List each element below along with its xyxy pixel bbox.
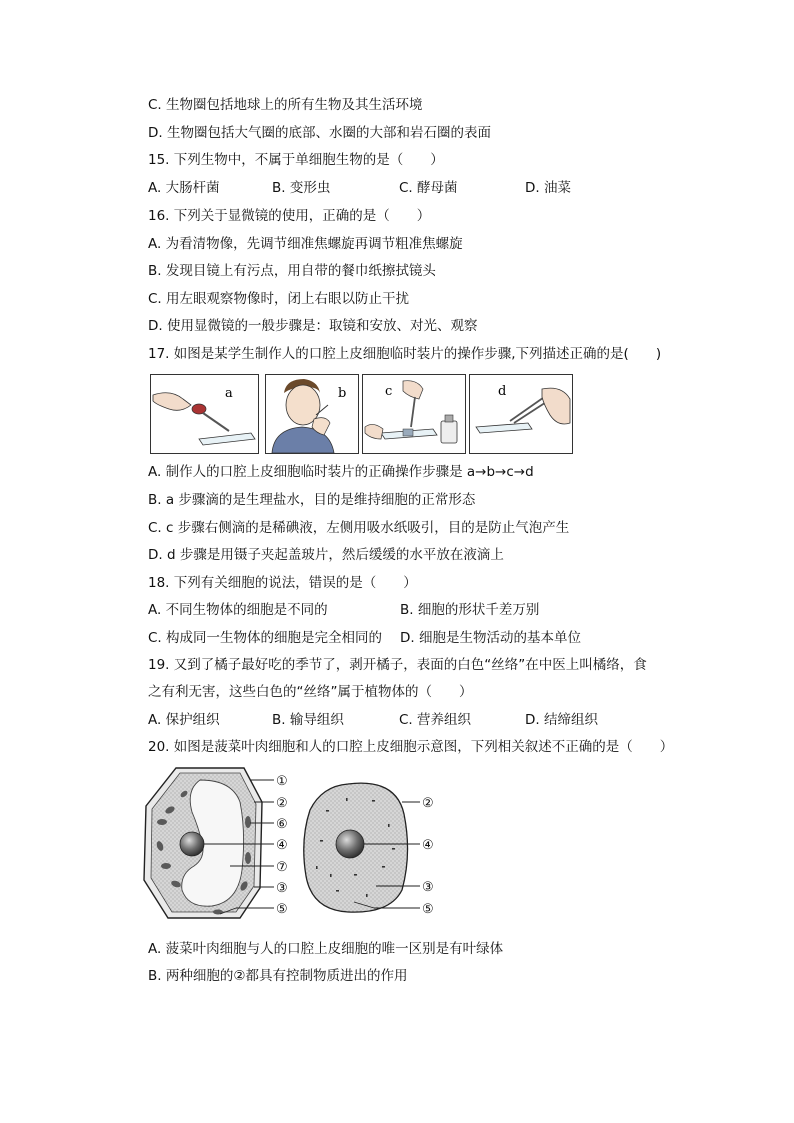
animal-cell xyxy=(304,783,408,912)
question-16-option-b: B. 发现目镜上有污点，用自带的餐巾纸擦拭镜头 xyxy=(148,263,436,279)
step-c-image xyxy=(362,374,466,454)
staining-slide-drawing xyxy=(363,375,465,453)
animal-label-2: ② xyxy=(422,796,434,811)
question-17-stem: 17. 如图是某学生制作人的口腔上皮细胞临时装片的操作步骤,下列描述正确的是( ) xyxy=(148,346,662,362)
question-19-stem-line1: 19. 又到了橘子最好吃的季节了，剥开橘子，表面的白色“丝络”在中医上叫橘络，食 xyxy=(148,657,647,673)
question-16-stem: 16. 下列关于显微镜的使用，正确的是（ ） xyxy=(148,208,431,224)
plant-label-7: ⑦ xyxy=(276,860,288,875)
question-16-option-c: C. 用左眼观察物像时，闭上右眼以防止干扰 xyxy=(148,291,410,307)
question-15-stem: 15. 下列生物中，不属于单细胞生物的是（ ） xyxy=(148,152,444,168)
option-a: A. 不同生物体的细胞是不同的 xyxy=(148,602,328,618)
question-20-option-b: B. 两种细胞的②都具有控制物质进出的作用 xyxy=(148,968,408,984)
animal-label-4: ④ xyxy=(422,838,434,853)
plant-label-3: ③ xyxy=(276,881,288,896)
step-d-image xyxy=(469,374,573,454)
question-17-option-d: D. d 步骤是用镊子夹起盖玻片，然后缓缓的水平放在液滴上 xyxy=(148,547,504,563)
plant-cell xyxy=(144,768,262,918)
option-d: D. 油菜 xyxy=(525,180,571,196)
plant-label-4: ④ xyxy=(276,838,288,853)
question-18-options-row2 xyxy=(148,629,668,647)
plant-label-1: ① xyxy=(276,774,288,789)
step-a-image xyxy=(150,374,259,454)
option-b: B. 变形虫 xyxy=(272,180,331,196)
question-20-stem: 20. 如图是菠菜叶肉细胞和人的口腔上皮细胞示意图，下列相关叙述不正确的是（ ） xyxy=(148,739,674,755)
step-a-label: a xyxy=(225,386,233,401)
option-c: C. 酵母菌 xyxy=(399,180,458,196)
option-a: A. 大肠杆菌 xyxy=(148,180,220,196)
animal-nucleus xyxy=(336,830,364,858)
question-19-options xyxy=(148,711,668,729)
plant-nucleus xyxy=(180,832,204,856)
student-scraping-cheek-drawing xyxy=(266,375,358,453)
plant-label-2: ② xyxy=(276,796,288,811)
question-16-option-d: D. 使用显微镜的一般步骤是：取镜和安放、对光、观察 xyxy=(148,318,478,334)
cell-diagram xyxy=(140,762,450,922)
question-15-options xyxy=(148,179,668,197)
question-16-option-a: A. 为看清物像，先调节细准焦螺旋再调节粗准焦螺旋 xyxy=(148,236,463,252)
question-19-stem-line2: 之有利无害，这些白色的“丝络”属于植物体的（ ） xyxy=(148,684,473,700)
step-c-label: c xyxy=(385,384,393,399)
question-18-stem: 18. 下列有关细胞的说法，错误的是（ ） xyxy=(148,575,417,591)
coverslip-placement-drawing xyxy=(470,375,572,453)
option-d: D. 结缔组织 xyxy=(525,712,598,728)
option-c: C. 营养组织 xyxy=(399,712,472,728)
option-d: D. 细胞是生物活动的基本单位 xyxy=(400,630,581,646)
question-14-option-d: D. 生物圈包括大气圈的底部、水圈的大部和岩石圈的表面 xyxy=(148,125,491,141)
question-20-option-a: A. 菠菜叶肉细胞与人的口腔上皮细胞的唯一区别是有叶绿体 xyxy=(148,941,504,957)
plant-label-5: ⑤ xyxy=(276,902,288,917)
question-17-option-a: A. 制作人的口腔上皮细胞临时装片的正确操作步骤是 a→b→c→d xyxy=(148,464,534,480)
step-d-label: d xyxy=(498,384,507,399)
plant-label-6: ⑥ xyxy=(276,817,288,832)
option-a: A. 保护组织 xyxy=(148,712,220,728)
option-c: C. 构成同一生物体的细胞是完全相同的 xyxy=(148,630,383,646)
step-b-image xyxy=(265,374,359,454)
animal-label-5: ⑤ xyxy=(422,902,434,917)
question-14-option-c: C. 生物圈包括地球上的所有生物及其生活环境 xyxy=(148,97,423,113)
dropper-on-slide-drawing xyxy=(151,375,258,453)
animal-label-3: ③ xyxy=(422,880,434,895)
question-17-option-c: C. c 步骤右侧滴的是稀碘液，左侧用吸水纸吸引，目的是防止气泡产生 xyxy=(148,520,570,536)
step-b-label: b xyxy=(338,386,347,401)
question-17-option-b: B. a 步骤滴的是生理盐水，目的是维持细胞的正常形态 xyxy=(148,492,476,508)
question-18-options-row1 xyxy=(148,601,668,619)
option-b: B. 细胞的形状千差万别 xyxy=(400,602,540,618)
option-b: B. 输导组织 xyxy=(272,712,344,728)
